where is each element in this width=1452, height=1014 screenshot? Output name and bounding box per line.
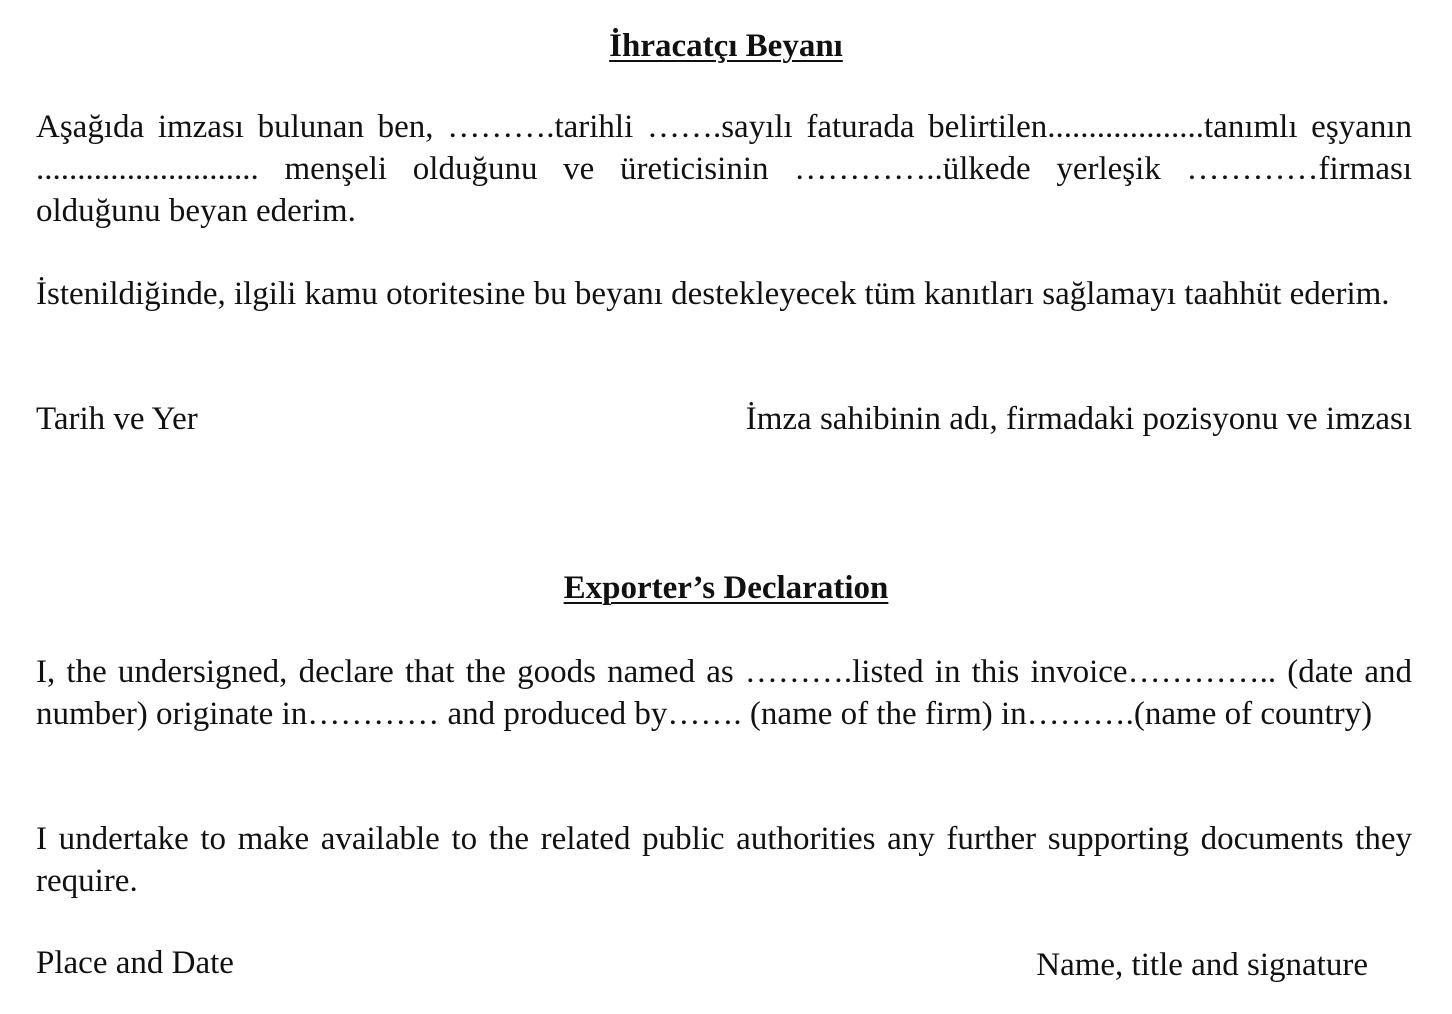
english-place-date-label: Place and Date — [36, 945, 234, 981]
english-declaration-paragraph: I, the undersigned, declare that the goods named as ……….listed in this invoice………….. (date and number) originate in………… and produced by……. (name of the firm) in……….(name of country) — [36, 654, 1412, 732]
turkish-signature-label: İmza sahibinin adı, firmadaki pozisyonu ve imzası — [745, 401, 1412, 437]
turkish-declaration-paragraph: Aşağıda imzası bulunan ben, ……….tarihli …….sayılı faturada belirtilen...................tanımlı eşyanın ........................... menşeli olduğunu ve üreticisinin …………..ülkede yerleşik …………firması olduğunu beyan ederim. — [36, 109, 1412, 229]
turkish-title-text: İhracatçı Beyanı — [609, 28, 843, 64]
turkish-place-date-label: Tarih ve Yer — [36, 401, 198, 437]
english-signature-label: Name, title and signature — [1036, 947, 1368, 983]
turkish-title — [0, 26, 1452, 66]
english-title — [0, 568, 1452, 608]
turkish-undertaking-paragraph: İstenildiğinde, ilgili kamu otoritesine bu beyanı destekleyecek tüm kanıtları sağlamayı taahhüt ederim. — [36, 276, 1390, 312]
english-title-text: Exporter’s Declaration — [563, 570, 889, 606]
english-undertaking-paragraph: I undertake to make available to the related public authorities any further supporting documents they require. — [36, 821, 1412, 899]
